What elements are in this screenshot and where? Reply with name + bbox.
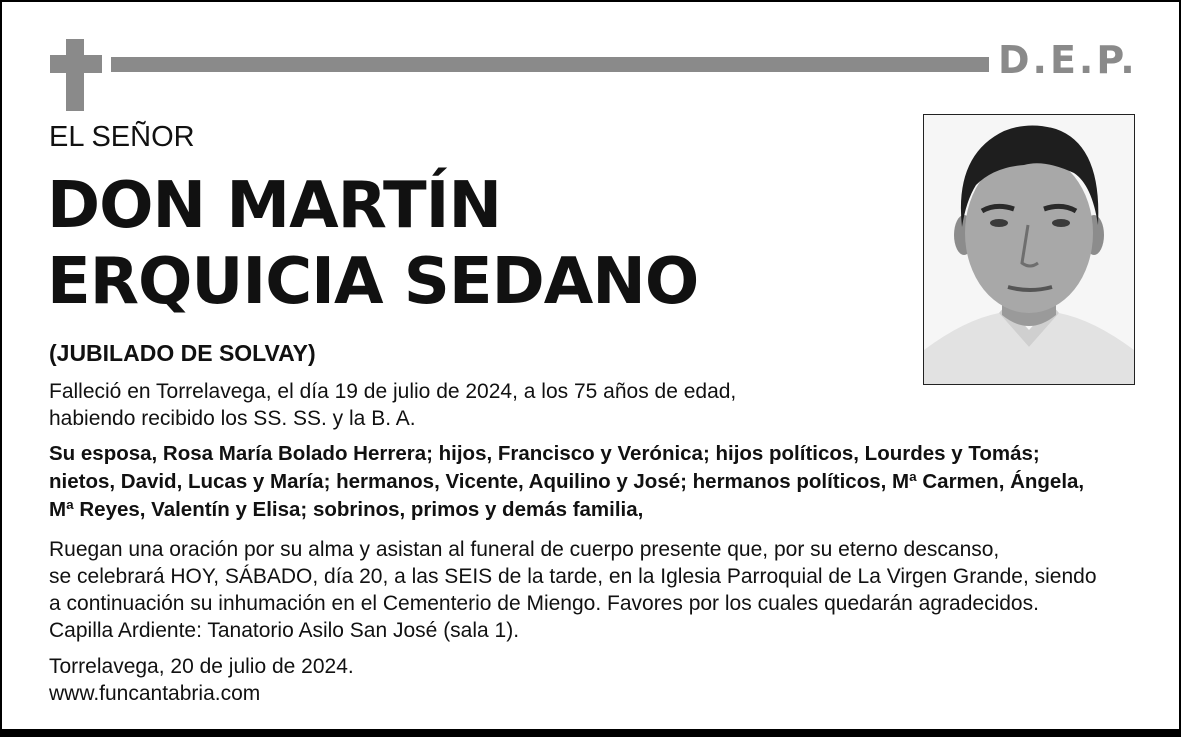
- portrait-photo: [923, 114, 1135, 385]
- name-line-2: ERQUICIA SEDANO: [47, 245, 699, 319]
- deceased-name: [47, 168, 698, 320]
- text-line: habiendo recibido los SS. SS. y la B. A.: [49, 407, 416, 430]
- salutation: EL SEÑOR: [49, 121, 195, 153]
- text-line: a continuación su inhumación en el Cementerio de Miengo. Favores por los cuales quedarán agradecidos.: [49, 592, 1039, 615]
- text-line: nietos, David, Lucas y María; hermanos, Vicente, Aquilino y José; hermanos políticos, Mª Carmen, Ángela,: [49, 470, 1085, 493]
- service-details: [49, 536, 1097, 644]
- cross-icon: [50, 39, 102, 111]
- occupation: (JUBILADO DE SOLVAY): [49, 340, 316, 366]
- text-line: Falleció en Torrelavega, el día 19 de julio de 2024, a los 75 años de edad,: [49, 380, 737, 403]
- header-rule: [111, 57, 989, 72]
- text-line: Mª Reyes, Valentín y Elisa; sobrinos, primos y demás familia,: [49, 498, 644, 521]
- family-list: [49, 440, 1084, 524]
- text-line: se celebrará HOY, SÁBADO, día 20, a las SEIS de la tarde, en la Iglesia Parroquial de La Virgen Grande, siendo: [49, 565, 1097, 588]
- notice-footer: [49, 653, 354, 707]
- text-line: Capilla Ardiente: Tanatorio Asilo San José (sala 1).: [49, 619, 520, 642]
- name-line-1: DON MARTÍN: [47, 169, 502, 243]
- bottom-border: [2, 729, 1179, 737]
- text-line: Ruegan una oración por su alma y asistan al funeral de cuerpo presente que, por su eterno descanso,: [49, 538, 1000, 561]
- death-details: [49, 378, 736, 432]
- dep-label: D.E.P.: [998, 38, 1138, 82]
- place-date: Torrelavega, 20 de julio de 2024.: [49, 655, 354, 678]
- text-line: Su esposa, Rosa María Bolado Herrera; hijos, Francisco y Verónica; hijos políticos, Lourdes y Tomás;: [49, 442, 1040, 465]
- website-url: www.funcantabria.com: [49, 682, 261, 705]
